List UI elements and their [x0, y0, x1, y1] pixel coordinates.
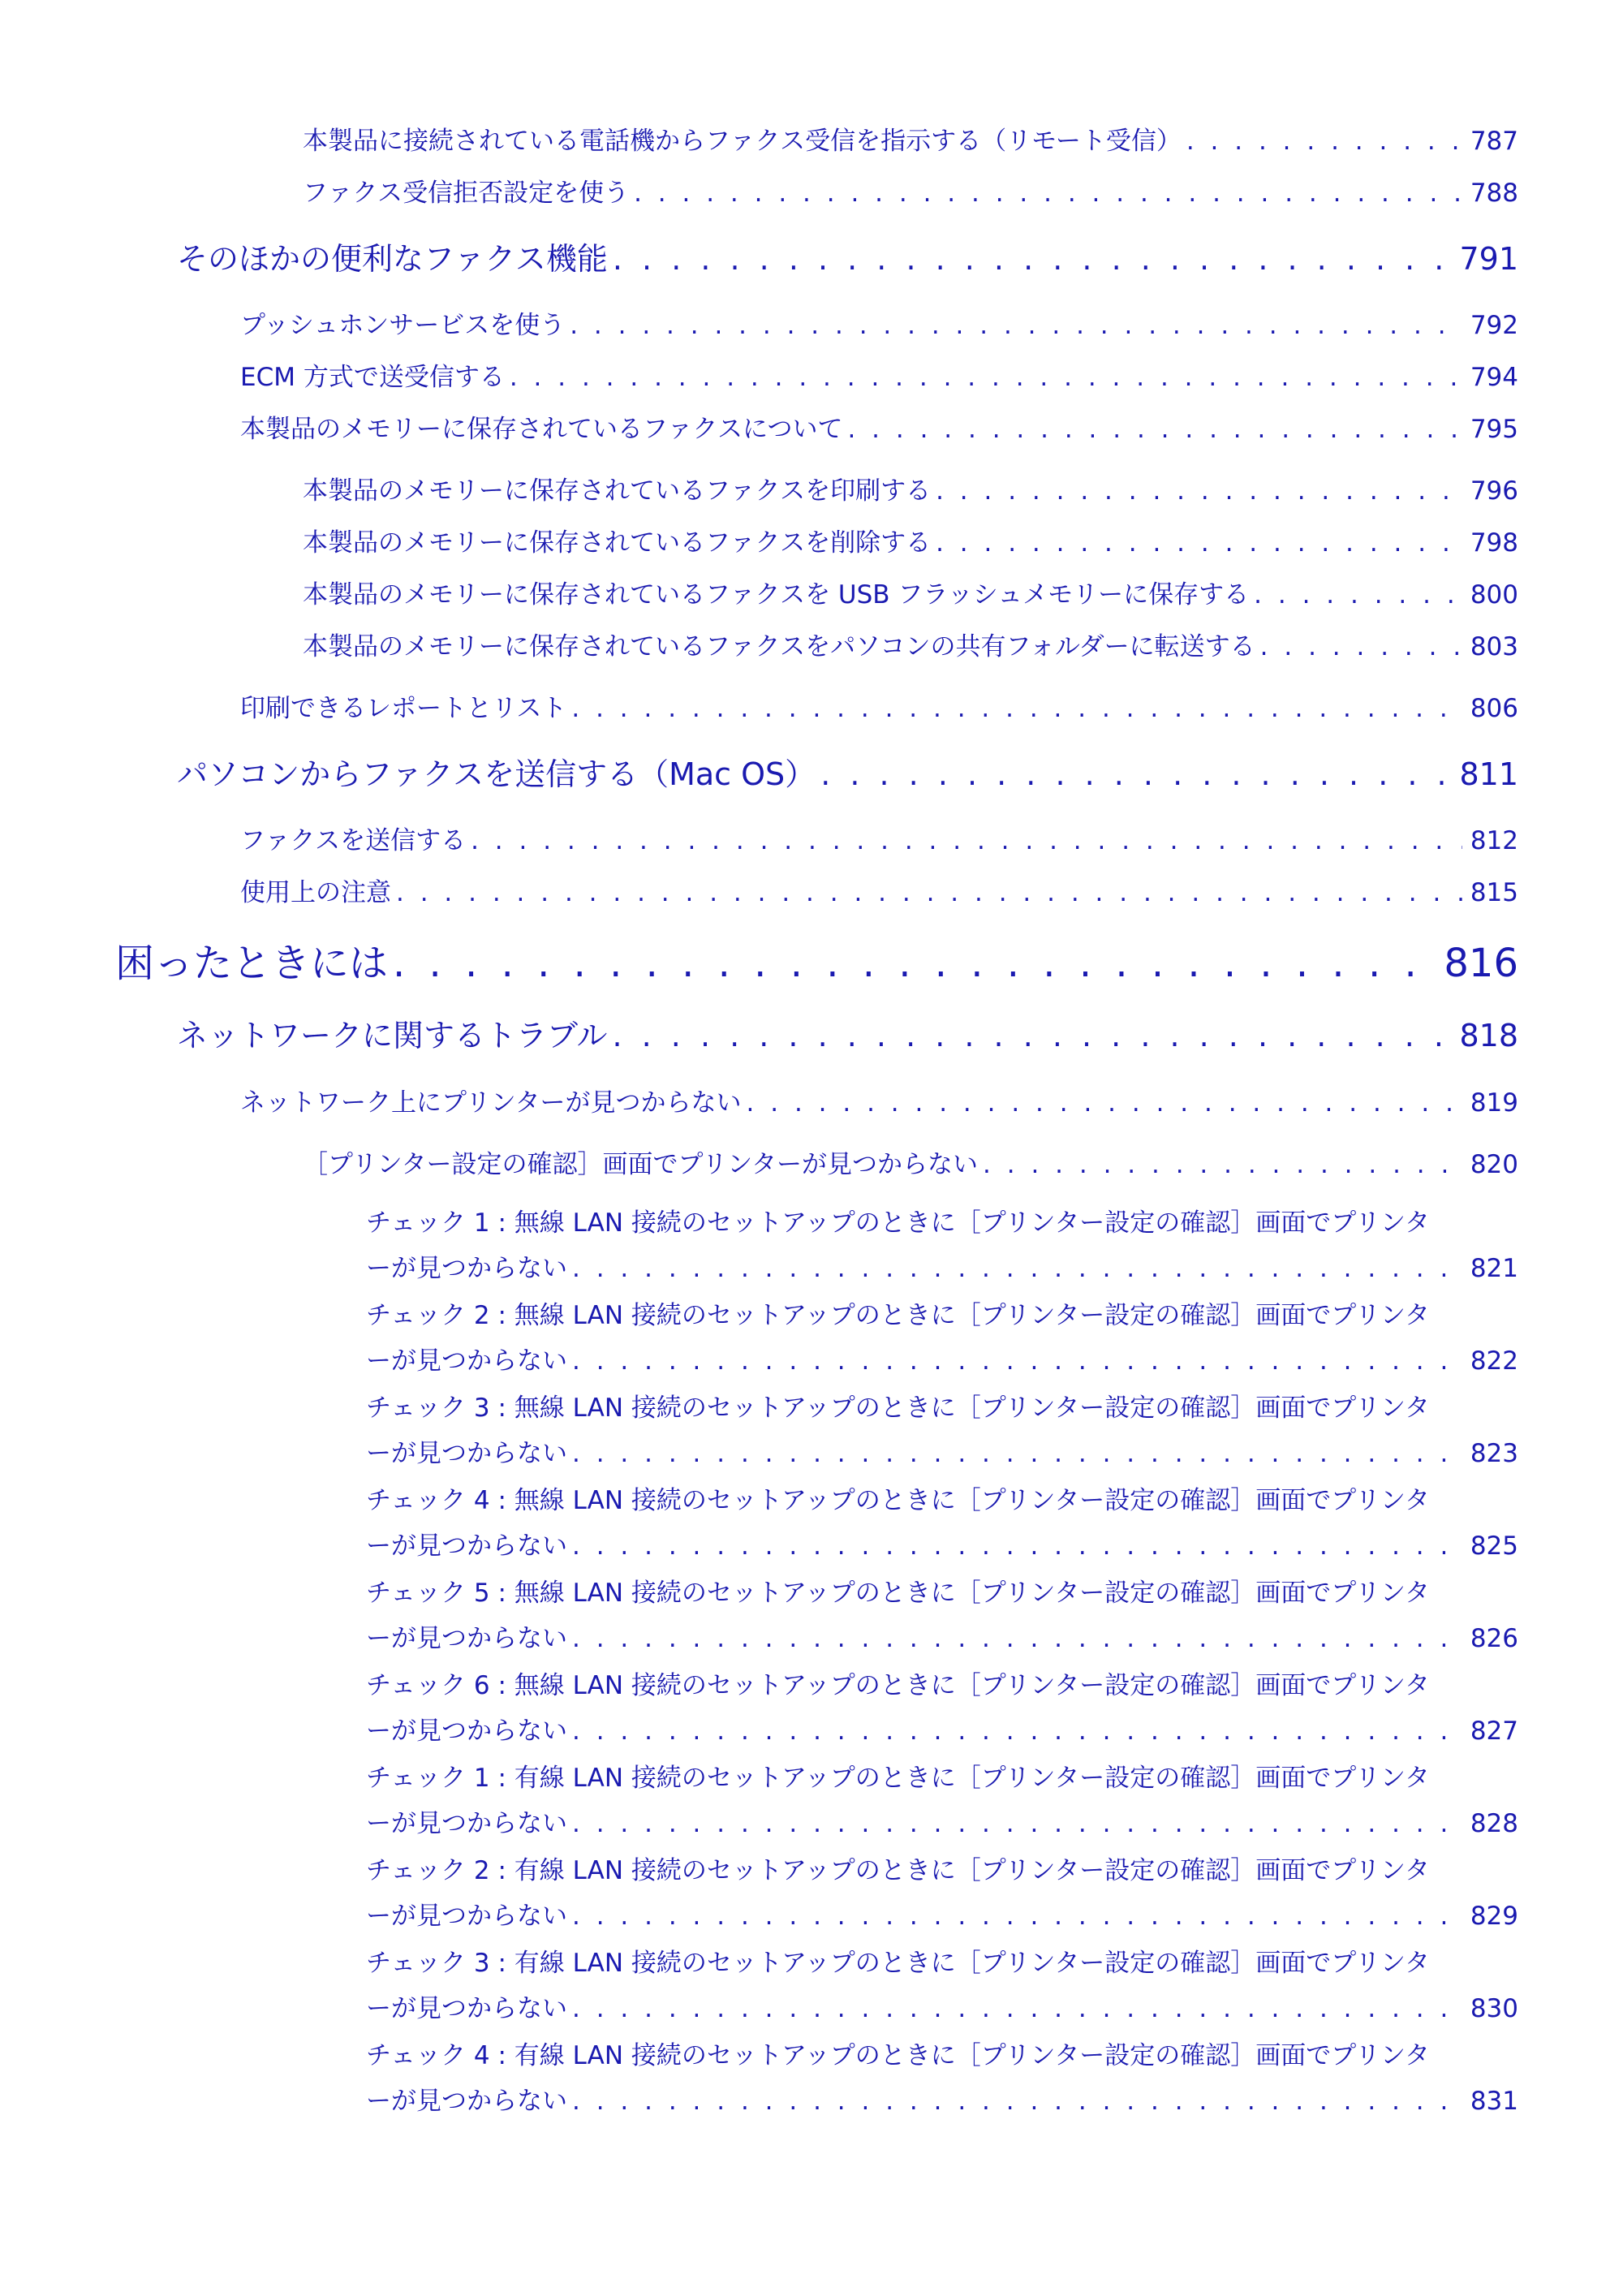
- toc-entry-title: 本製品のメモリーに保存されているファクスを USB フラッシュメモリーに保存する: [303, 580, 1250, 610]
- toc-page-number: 829: [1470, 1902, 1518, 1931]
- toc-entry-pc-fax-mac[interactable]: [177, 749, 1518, 794]
- toc-entry-title-line2-row: [366, 1338, 1518, 1384]
- toc-page-number: 823: [1470, 1439, 1518, 1468]
- toc-entry-title-line2-row: [366, 1708, 1518, 1754]
- toc-entry-title-line2: ーが見つからない: [366, 1624, 567, 1653]
- toc-entry-memory-delete[interactable]: [303, 522, 1518, 558]
- toc-page-number: 826: [1470, 1624, 1518, 1653]
- dot-leader: [572, 1246, 1462, 1291]
- toc-page-number: 819: [1470, 1088, 1518, 1118]
- toc-page-number: 787: [1470, 127, 1518, 156]
- toc-page-number: 794: [1470, 363, 1518, 392]
- toc-entry-check[interactable]: [366, 1941, 1518, 2031]
- dot-leader: [570, 311, 1462, 340]
- dot-leader: [634, 179, 1462, 208]
- dot-leader: [572, 2078, 1462, 2124]
- toc-entry-title: プッシュホンサービスを使う: [240, 311, 566, 340]
- dot-leader: [847, 415, 1462, 444]
- dot-leader: [572, 1708, 1462, 1754]
- toc-entry-memory-usb[interactable]: [303, 574, 1518, 610]
- toc-entry-title-line2-row: [366, 1523, 1518, 1569]
- toc-entry-title: ファクスを送信する: [240, 826, 467, 855]
- toc-entry-title: 本製品のメモリーに保存されているファクスをパソコンの共有フォルダーに転送する: [303, 632, 1255, 661]
- dot-leader: [612, 1018, 1451, 1053]
- toc-entry-title-line1: チェック 3 : 有線 LAN 接続のセットアップのときに［プリンター設定の確認］画面でプリンタ: [366, 1949, 1430, 1978]
- toc-entry-check[interactable]: [366, 1293, 1518, 1384]
- toc-entry-title-line2-row: [366, 1246, 1518, 1291]
- toc-page-number: 792: [1470, 311, 1518, 340]
- toc-entry-title: 印刷できるレポートとリスト: [240, 694, 567, 723]
- toc-entry-usage-notes[interactable]: [240, 872, 1518, 908]
- toc-entry-title: 本製品に接続されている電話機からファクス受信を指示する（リモート受信）: [303, 127, 1182, 156]
- toc-page-number: 831: [1470, 2087, 1518, 2116]
- toc-entry-title: そのほかの便利なファクス機能: [177, 241, 608, 277]
- toc-page-number: 818: [1459, 1018, 1518, 1053]
- toc-entry-title: ネットワークに関するトラブル: [177, 1018, 608, 1053]
- toc-entry-title: パソコンからファクスを送信する（Mac OS）: [177, 756, 816, 792]
- dot-leader: [572, 1431, 1462, 1476]
- toc-page-number: 803: [1470, 632, 1518, 661]
- toc-entry-title-line1: チェック 4 : 有線 LAN 接続のセットアップのときに［プリンター設定の確認］画面でプリンタ: [366, 2041, 1430, 2070]
- toc-entry-memory-share[interactable]: [303, 626, 1518, 662]
- toc-entry-title-line2-row: [366, 2078, 1518, 2124]
- toc-entry-check[interactable]: [366, 1200, 1518, 1291]
- toc-page-number: 830: [1470, 1994, 1518, 2023]
- toc-entry-remote-receive[interactable]: [303, 120, 1518, 157]
- dot-leader: [571, 694, 1462, 723]
- toc-entry-memory-print[interactable]: [303, 470, 1518, 506]
- dot-leader: [572, 1338, 1462, 1384]
- dot-leader: [820, 756, 1451, 792]
- toc-entry-reports[interactable]: [240, 687, 1518, 724]
- dot-leader: [572, 1523, 1462, 1569]
- dot-leader: [936, 476, 1462, 506]
- dot-leader: [510, 363, 1462, 392]
- toc-entry-title: 使用上の注意: [240, 878, 391, 907]
- dot-leader: [1254, 580, 1462, 610]
- toc-entry-title-line1: チェック 6 : 無線 LAN 接続のセットアップのときに［プリンター設定の確認］画面でプリンタ: [366, 1671, 1430, 1700]
- toc-entry-title-line2-row: [366, 1801, 1518, 1846]
- toc-entry-title: ファクス受信拒否設定を使う: [303, 179, 630, 208]
- toc-entry-title: 本製品のメモリーに保存されているファクスを削除する: [303, 528, 932, 558]
- toc-page-number: 822: [1470, 1346, 1518, 1376]
- toc-page-number: 811: [1459, 756, 1518, 792]
- toc-entry-title-line2-row: [366, 1616, 1518, 1661]
- toc-entry-check[interactable]: [366, 1385, 1518, 1476]
- toc-entry-title-line1: チェック 2 : 有線 LAN 接続のセットアップのときに［プリンター設定の確認］画面でプリンタ: [366, 1856, 1430, 1885]
- toc-entry-title-line2: ーが見つからない: [366, 1902, 567, 1931]
- toc-entry-other-fax-functions[interactable]: [177, 234, 1518, 278]
- toc-entry-title-line2: ーが見つからない: [366, 1809, 567, 1838]
- toc-entry-title: 本製品のメモリーに保存されているファクスについて: [240, 415, 843, 444]
- toc-entry-ecm[interactable]: [240, 356, 1518, 393]
- toc-page-number: 812: [1470, 826, 1518, 855]
- toc-page-number: 798: [1470, 528, 1518, 558]
- toc-page-number: 815: [1470, 878, 1518, 907]
- dot-leader: [393, 941, 1436, 986]
- dot-leader: [747, 1088, 1462, 1118]
- toc-page-number: 806: [1470, 694, 1518, 723]
- toc-entry-send-fax[interactable]: [240, 820, 1518, 856]
- toc-page-number: 796: [1470, 476, 1518, 506]
- toc-entry-pushphone[interactable]: [240, 304, 1518, 341]
- toc-entry-title-line1: チェック 2 : 無線 LAN 接続のセットアップのときに［プリンター設定の確認］画面でプリンタ: [366, 1301, 1430, 1330]
- toc-page-number: 788: [1470, 179, 1518, 208]
- toc-entry-memory-fax[interactable]: [240, 408, 1518, 445]
- toc-page-number: 791: [1459, 241, 1518, 277]
- toc-page-number: 820: [1470, 1150, 1518, 1179]
- dot-leader: [983, 1150, 1462, 1179]
- dot-leader: [471, 826, 1462, 855]
- toc-page-number: 800: [1470, 580, 1518, 610]
- dot-leader: [396, 878, 1462, 907]
- toc-entry-title-line1: チェック 3 : 無線 LAN 接続のセットアップのときに［プリンター設定の確認］画面でプリンタ: [366, 1394, 1430, 1423]
- toc-page-number: 795: [1470, 415, 1518, 444]
- toc-entry-title-line2-row: [366, 1893, 1518, 1939]
- toc-entry-title: ［プリンター設定の確認］画面でプリンターが見つからない: [303, 1150, 979, 1179]
- toc-entry-check[interactable]: [366, 2033, 1518, 2124]
- toc-entry-check[interactable]: [366, 1478, 1518, 1569]
- toc-entry-title-line2: ーが見つからない: [366, 1254, 567, 1283]
- toc-entry-title-line2: ーが見つからない: [366, 1439, 567, 1468]
- dot-leader: [613, 241, 1452, 277]
- toc-entry-title: 困ったときには: [115, 941, 389, 986]
- toc-entry-title-line2-row: [366, 1431, 1518, 1476]
- toc-entry-network-trouble[interactable]: [177, 1010, 1518, 1055]
- dot-leader: [572, 1801, 1462, 1846]
- toc-entry-title: ECM 方式で送受信する: [240, 363, 505, 392]
- dot-leader: [572, 1893, 1462, 1939]
- toc-entry-check[interactable]: [366, 1663, 1518, 1754]
- toc-page-number: 828: [1470, 1809, 1518, 1838]
- toc-entry-title-line2: ーが見つからない: [366, 1531, 567, 1561]
- dot-leader: [936, 528, 1462, 558]
- toc-page-number: 827: [1470, 1717, 1518, 1746]
- toc-page-number: 816: [1444, 941, 1518, 986]
- toc-entry-printer-not-found[interactable]: [240, 1082, 1518, 1118]
- toc-entry-troubleshooting[interactable]: [115, 932, 1518, 988]
- toc-page-number: 821: [1470, 1254, 1518, 1283]
- toc-entry-title-line1: チェック 5 : 無線 LAN 接続のセットアップのときに［プリンター設定の確認］画面でプリンタ: [366, 1579, 1430, 1608]
- toc-entry-settings-screen[interactable]: [303, 1144, 1518, 1180]
- toc-entry-title: 本製品のメモリーに保存されているファクスを印刷する: [303, 476, 932, 506]
- toc-entry-title-line1: チェック 1 : 無線 LAN 接続のセットアップのときに［プリンター設定の確認］画面でプリンタ: [366, 1208, 1430, 1238]
- toc-entry-check[interactable]: [366, 1570, 1518, 1661]
- toc-page-number: 825: [1470, 1531, 1518, 1561]
- toc-entry-title-line2-row: [366, 1986, 1518, 2031]
- dot-leader: [572, 1616, 1462, 1661]
- dot-leader: [1260, 632, 1462, 661]
- toc-entry-title-line1: チェック 1 : 有線 LAN 接続のセットアップのときに［プリンター設定の確認］画面でプリンタ: [366, 1764, 1430, 1793]
- toc-entry-title-line2: ーが見つからない: [366, 1346, 567, 1376]
- toc-entry-fax-reject[interactable]: [303, 172, 1518, 209]
- toc-entry-title-line2: ーが見つからない: [366, 2087, 567, 2116]
- toc-entry-title-line2: ーが見つからない: [366, 1994, 567, 2023]
- toc-entry-title-line1: チェック 4 : 無線 LAN 接続のセットアップのときに［プリンター設定の確認］画面でプリンタ: [366, 1486, 1430, 1515]
- toc-entry-title-line2: ーが見つからない: [366, 1717, 567, 1746]
- dot-leader: [572, 1986, 1462, 2031]
- dot-leader: [1186, 127, 1462, 156]
- toc-entry-check[interactable]: [366, 1848, 1518, 1939]
- toc-entry-check[interactable]: [366, 1755, 1518, 1846]
- toc-entry-title: ネットワーク上にプリンターが見つからない: [240, 1088, 742, 1118]
